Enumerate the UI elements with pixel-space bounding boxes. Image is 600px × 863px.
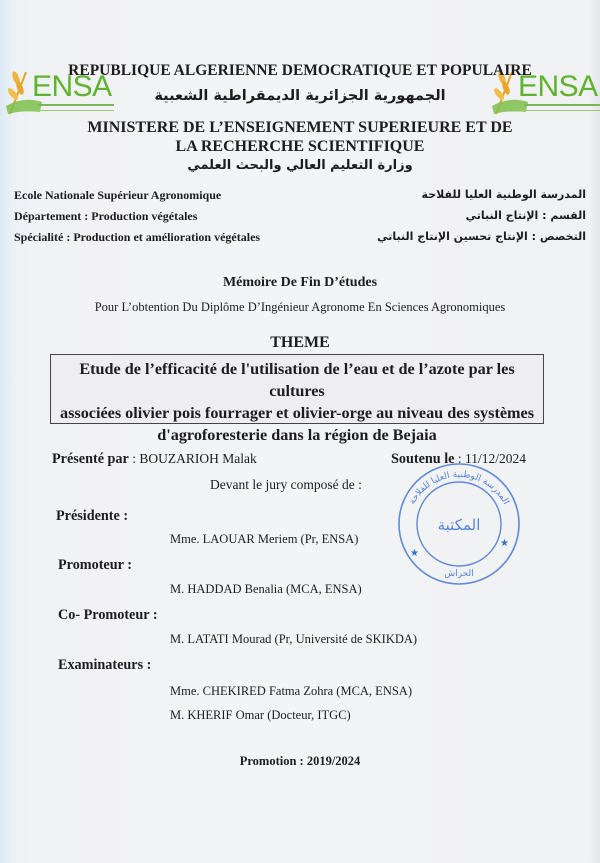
specialty-ar: التخصص : الإنتاج تحسين الإنتاج النباتي	[377, 230, 586, 243]
star-icon: ★	[500, 538, 509, 549]
ministry-name-fr: MINISTERE DE L’ENSEIGNEMENT SUPERIEURE ET DE LA RECHERCHE SCIENTIFIQUE	[87, 119, 513, 155]
country-name-fr: REPUBLIQUE ALGERIENNE DEMOCRATIQUE ET POPULAIRE	[68, 62, 532, 79]
examiners-label: Examinateurs :	[58, 657, 152, 673]
department-ar: القسم : الإنتاج النباتي	[465, 209, 586, 222]
school-name-ar: المدرسة الوطنية العليا للفلاحة	[421, 188, 586, 201]
promotion: Promotion : 2019/2024	[239, 754, 361, 768]
stamp-ring-text: المدرسة الوطنية العليا للفلاحة	[407, 469, 511, 507]
presented-value: : BOUZARIOH Malak	[128, 451, 257, 466]
school-name: Ecole Nationale Supérieur Agronomique	[14, 188, 222, 202]
theme-label: THEME	[270, 334, 330, 351]
memoire-subtitle: Pour L’obtention Du Diplôme D’Ingénieur Agronome En Sciences Agronomiques	[94, 300, 506, 314]
presented-label: Présenté par	[52, 451, 129, 467]
stamp-bottom-text: الحراش	[444, 569, 474, 579]
country-name-ar: الجمهورية الجزائرية الديمقراطية الشعبية	[154, 88, 446, 104]
department: Département : Production végétales	[14, 209, 198, 223]
logo-subtitle-line	[34, 110, 114, 113]
defended-value: : 11/12/2024	[454, 451, 526, 466]
copromoter-name: M. LATATI Mourad (Pr, Université de SKIKDA)	[170, 632, 418, 646]
theme-box	[50, 354, 544, 444]
promoter-label: Promoteur :	[58, 557, 132, 573]
stamp-center-text: المكتبة	[437, 516, 481, 534]
specialty: Spécialité : Production et amélioration végétales	[14, 230, 261, 244]
president-label: Présidente :	[56, 508, 129, 524]
library-stamp	[396, 458, 522, 590]
logo-text: ENSA	[518, 70, 598, 103]
president-name: Mme. LAOUAR Meriem (Pr, ENSA)	[170, 532, 359, 546]
memoire-title: Mémoire De Fin D’études	[222, 275, 378, 290]
logo-subtitle-line	[520, 110, 600, 113]
theme-line: Etude de l’efficacité de l'utilisation de l’eau et de l’azote par les cultures	[79, 360, 515, 400]
star-icon: ★	[410, 548, 419, 559]
logo-subtitle-line	[524, 104, 600, 109]
examiner-name: Mme. CHEKIRED Fatma Zohra (MCA, ENSA)	[170, 684, 412, 698]
logo-subtitle-line	[38, 104, 114, 109]
theme-line: d'agroforesterie dans la région de Bejaia	[157, 426, 437, 444]
theme-line: associées olivier pois fourrager et olivier-orge au niveau des systèmes	[60, 404, 534, 422]
examiner-name: M. KHERIF Omar (Docteur, ITGC)	[170, 708, 351, 722]
logo-text: ENSA	[32, 70, 112, 103]
copromoter-label: Co- Promoteur :	[58, 607, 158, 623]
promoter-name: M. HADDAD Benalia (MCA, ENSA)	[170, 582, 362, 596]
jury-intro: Devant le jury composé de :	[210, 477, 362, 492]
defended-label: Soutenu le	[391, 451, 455, 467]
ministry-name-ar: وزارة التعليم العالي والبحث العلمي	[187, 158, 413, 173]
presented-by	[52, 450, 257, 468]
